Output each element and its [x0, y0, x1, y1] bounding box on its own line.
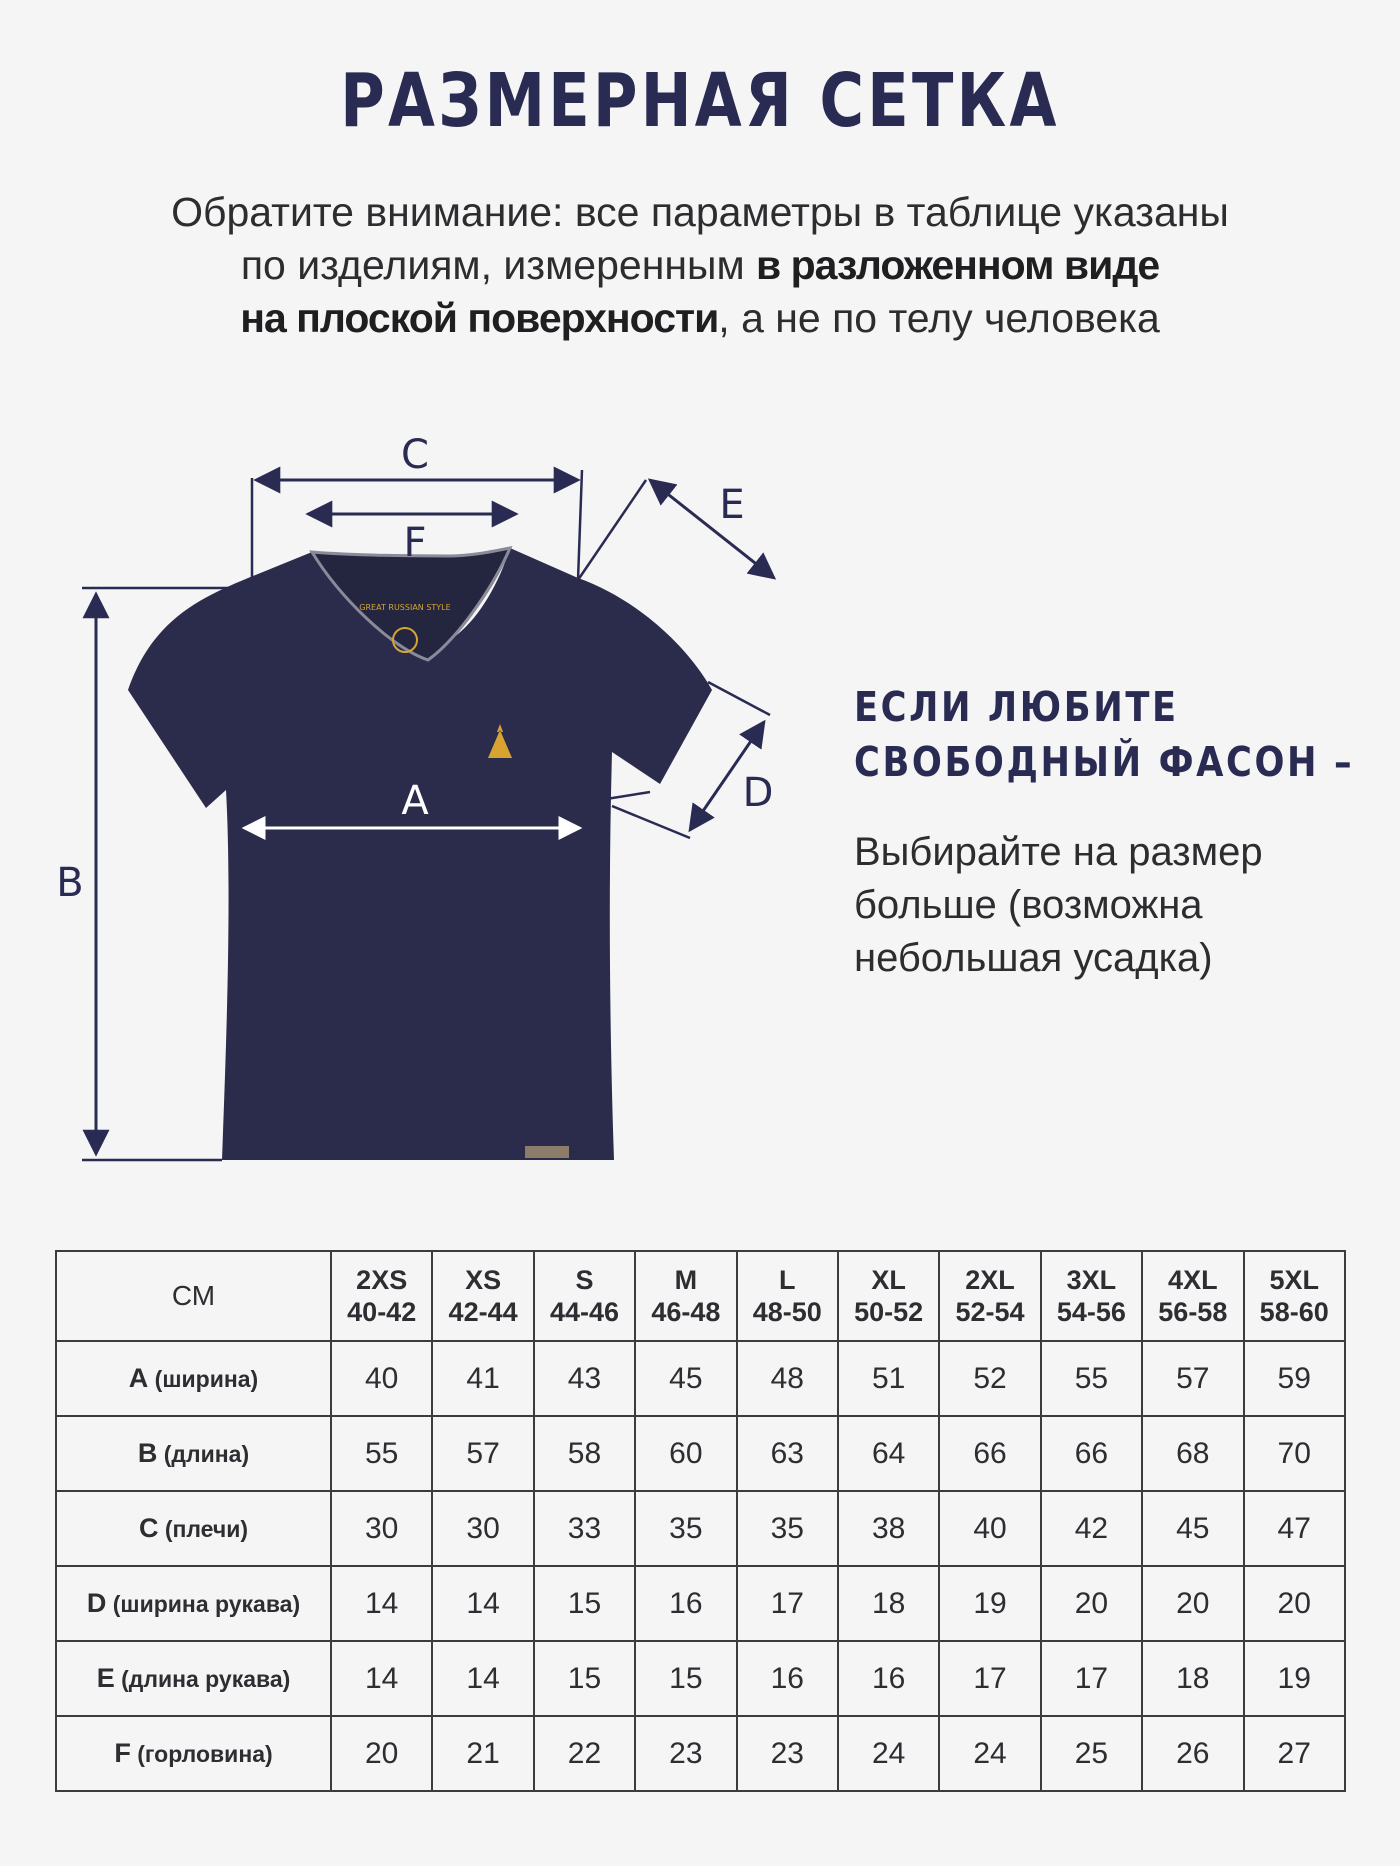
table-header-row — [56, 1251, 1345, 1341]
table-corner-cell: СМ — [56, 1251, 331, 1341]
table-cell: 22 — [534, 1716, 635, 1791]
table-cell: 30 — [331, 1491, 432, 1566]
table-cell: 14 — [331, 1566, 432, 1641]
row-label — [56, 1416, 331, 1491]
table-row — [56, 1491, 1345, 1566]
table-cell: 19 — [1244, 1641, 1345, 1716]
table-cell: 15 — [534, 1641, 635, 1716]
table-cell: 66 — [1041, 1416, 1142, 1491]
size-ru-range: 46-48 — [651, 1297, 721, 1327]
size-code: 2XL — [965, 1265, 1015, 1295]
size-code: 5XL — [1269, 1265, 1319, 1295]
table-cell: 15 — [534, 1566, 635, 1641]
size-ru-range: 50-52 — [854, 1297, 924, 1327]
size-header-5xl — [1244, 1251, 1345, 1341]
size-ru-range: 40-42 — [347, 1297, 417, 1327]
table-row — [56, 1416, 1345, 1491]
side-text-line-3: небольшая усадка) — [854, 936, 1213, 980]
size-table — [55, 1250, 1346, 1792]
row-name: (длина) — [157, 1441, 250, 1467]
table-cell: 43 — [534, 1341, 635, 1416]
table-cell: 64 — [838, 1416, 939, 1491]
table-cell: 19 — [939, 1566, 1040, 1641]
table-cell: 57 — [1142, 1341, 1243, 1416]
row-name: (длина рукава) — [114, 1666, 291, 1692]
dimension-e-arrow — [650, 480, 774, 578]
table-cell: 51 — [838, 1341, 939, 1416]
table-cell: 17 — [737, 1566, 838, 1641]
table-cell: 14 — [432, 1566, 533, 1641]
table-cell: 70 — [1244, 1416, 1345, 1491]
size-header-4xl — [1142, 1251, 1243, 1341]
notice-text — [0, 186, 1400, 345]
size-header-2xs — [331, 1251, 432, 1341]
row-label — [56, 1491, 331, 1566]
row-label — [56, 1641, 331, 1716]
size-ru-range: 58-60 — [1259, 1297, 1329, 1327]
table-cell: 55 — [331, 1416, 432, 1491]
table-cell: 20 — [1142, 1566, 1243, 1641]
size-code: XS — [465, 1265, 502, 1295]
table-cell: 41 — [432, 1341, 533, 1416]
table-cell: 25 — [1041, 1716, 1142, 1791]
table-cell: 23 — [737, 1716, 838, 1791]
size-ru-range: 44-46 — [549, 1297, 619, 1327]
label-b: B — [56, 860, 84, 906]
table-row — [56, 1641, 1345, 1716]
label-c: C — [401, 432, 429, 478]
hem-tag — [525, 1146, 569, 1158]
notice-line-1: Обратите внимание: все параметры в таблице указаны — [171, 189, 1229, 235]
table-cell: 42 — [1041, 1491, 1142, 1566]
table-cell: 24 — [838, 1716, 939, 1791]
table-cell: 48 — [737, 1341, 838, 1416]
label-f: F — [403, 520, 427, 566]
table-cell: 60 — [635, 1416, 736, 1491]
row-letter: A — [128, 1363, 149, 1393]
table-cell: 17 — [939, 1641, 1040, 1716]
table-cell: 45 — [635, 1341, 736, 1416]
label-a: A — [401, 778, 429, 824]
side-text-line-2: больше (возможна — [854, 883, 1203, 927]
size-code: 2XS — [356, 1265, 408, 1295]
size-ru-range: 56-58 — [1158, 1297, 1228, 1327]
notice-line-2: по изделиям, измеренным в разложенном виде — [240, 242, 1160, 288]
table-cell: 45 — [1142, 1491, 1243, 1566]
table-cell: 63 — [737, 1416, 838, 1491]
row-letter: D — [86, 1588, 107, 1618]
table-cell: 52 — [939, 1341, 1040, 1416]
size-ru-range: 42-44 — [448, 1297, 518, 1327]
collar-print: GREAT RUSSIAN STYLE — [359, 603, 451, 612]
row-letter: B — [137, 1438, 158, 1468]
table-cell: 38 — [838, 1491, 939, 1566]
table-cell: 14 — [331, 1641, 432, 1716]
row-letter: E — [96, 1663, 115, 1693]
size-code: S — [575, 1265, 594, 1295]
size-table-container — [55, 1250, 1346, 1792]
table-cell: 47 — [1244, 1491, 1345, 1566]
size-header-2xl — [939, 1251, 1040, 1341]
table-cell: 20 — [1244, 1566, 1345, 1641]
side-heading-line-2: СВОБОДНЫЙ ФАСОН – — [854, 738, 1355, 786]
size-ru-range: 52-54 — [955, 1297, 1025, 1327]
table-cell: 40 — [939, 1491, 1040, 1566]
page-title: РАЗМЕРНАЯ СЕТКА — [340, 58, 1060, 144]
table-cell: 68 — [1142, 1416, 1243, 1491]
table-cell: 18 — [1142, 1641, 1243, 1716]
label-d: D — [742, 770, 774, 816]
table-cell: 14 — [432, 1641, 533, 1716]
table-cell: 26 — [1142, 1716, 1243, 1791]
size-ru-range: 54-56 — [1056, 1297, 1126, 1327]
table-cell: 18 — [838, 1566, 939, 1641]
side-heading — [854, 680, 1355, 790]
table-row — [56, 1716, 1345, 1791]
size-code: L — [779, 1265, 796, 1295]
tshirt-measurement-diagram — [0, 420, 800, 1180]
table-cell: 15 — [635, 1641, 736, 1716]
row-label — [56, 1716, 331, 1791]
row-name: (ширина рукава) — [106, 1591, 301, 1617]
table-cell: 16 — [635, 1566, 736, 1641]
row-name: (плечи) — [158, 1516, 249, 1542]
table-cell: 35 — [635, 1491, 736, 1566]
table-cell: 17 — [1041, 1641, 1142, 1716]
table-cell: 20 — [331, 1716, 432, 1791]
row-name: (горловина) — [130, 1741, 273, 1767]
table-body — [56, 1341, 1345, 1791]
table-cell: 24 — [939, 1716, 1040, 1791]
table-cell: 59 — [1244, 1341, 1345, 1416]
size-header-3xl — [1041, 1251, 1142, 1341]
size-header-xs — [432, 1251, 533, 1341]
size-header-l — [737, 1251, 838, 1341]
table-cell: 66 — [939, 1416, 1040, 1491]
table-cell: 33 — [534, 1491, 635, 1566]
size-code: 4XL — [1168, 1265, 1218, 1295]
size-header-xl — [838, 1251, 939, 1341]
label-e: E — [719, 482, 745, 528]
table-cell: 55 — [1041, 1341, 1142, 1416]
table-cell: 16 — [838, 1641, 939, 1716]
size-code: XL — [871, 1265, 906, 1295]
table-cell: 57 — [432, 1416, 533, 1491]
size-header-s — [534, 1251, 635, 1341]
table-cell: 20 — [1041, 1566, 1142, 1641]
table-cell: 23 — [635, 1716, 736, 1791]
table-cell: 21 — [432, 1716, 533, 1791]
side-text — [854, 826, 1374, 985]
row-letter: C — [138, 1513, 159, 1543]
side-heading-line-1: ЕСЛИ ЛЮБИТЕ — [854, 683, 1179, 731]
notice-line-3: на плоской поверхности, а не по телу человека — [240, 295, 1160, 341]
size-code: M — [674, 1265, 698, 1295]
table-row — [56, 1341, 1345, 1416]
table-cell: 27 — [1244, 1716, 1345, 1791]
row-label — [56, 1341, 331, 1416]
table-cell: 30 — [432, 1491, 533, 1566]
table-cell: 40 — [331, 1341, 432, 1416]
size-header-m — [635, 1251, 736, 1341]
table-cell: 35 — [737, 1491, 838, 1566]
table-cell: 16 — [737, 1641, 838, 1716]
size-code: 3XL — [1066, 1265, 1117, 1295]
row-letter: F — [114, 1738, 131, 1768]
row-label — [56, 1566, 331, 1641]
row-name: (ширина) — [148, 1366, 259, 1392]
side-text-line-1: Выбирайте на размер — [854, 830, 1263, 874]
table-row — [56, 1566, 1345, 1641]
size-ru-range: 48-50 — [752, 1297, 822, 1327]
table-cell: 58 — [534, 1416, 635, 1491]
